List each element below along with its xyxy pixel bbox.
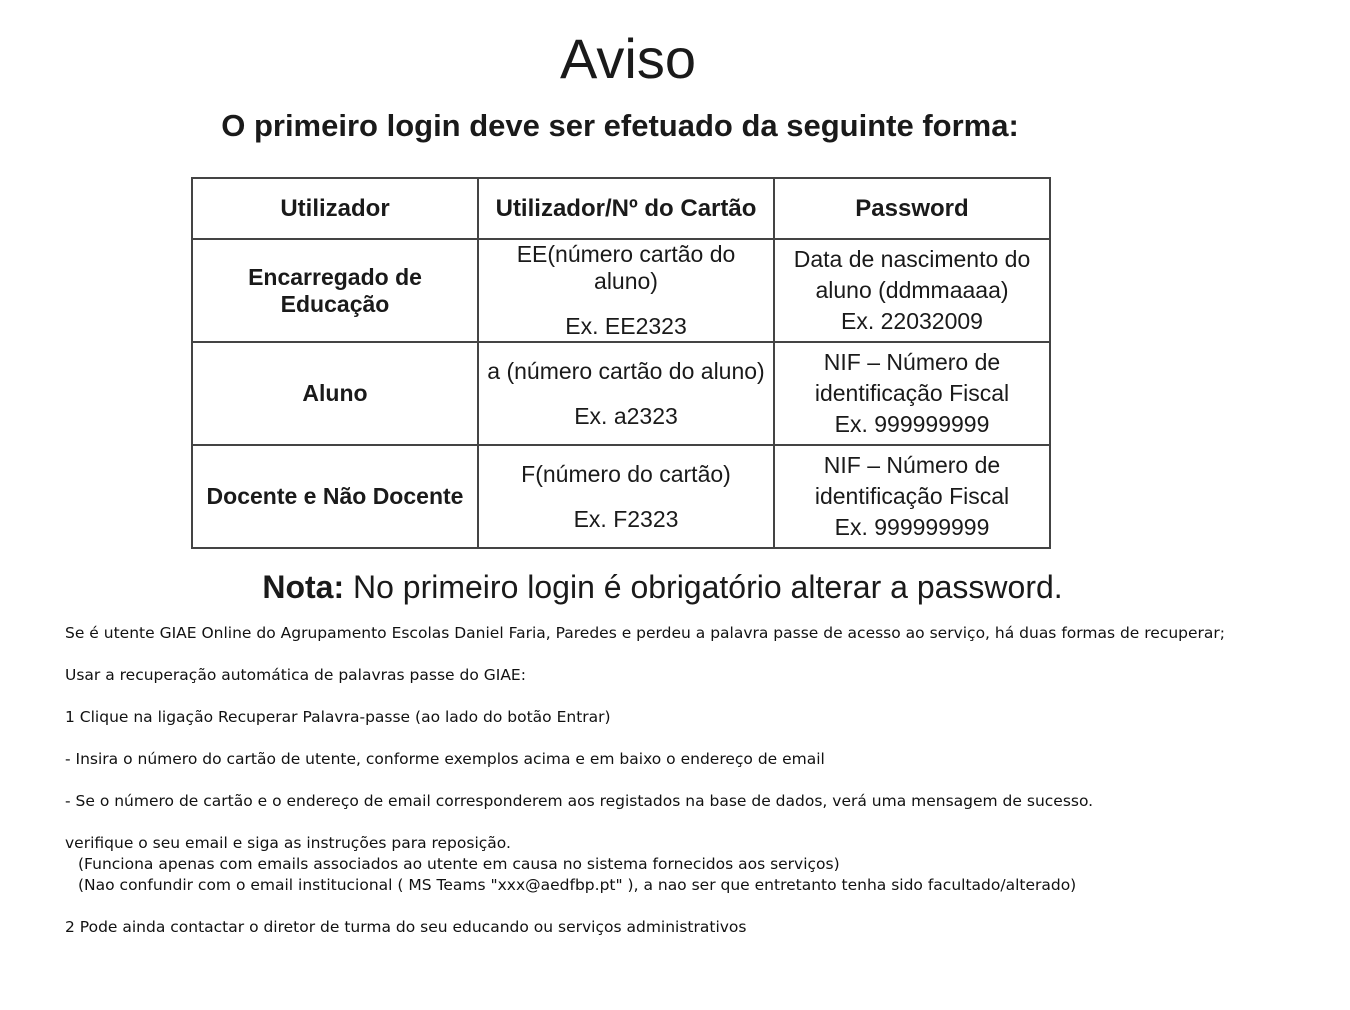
table-header-row <box>192 178 1050 239</box>
header-utilizador: Utilizador <box>192 178 478 239</box>
password-example: Ex. 999999999 <box>834 411 990 437</box>
note-label: Nota: <box>262 569 345 605</box>
note-institutional: (Nao confundir com o email institucional ( MS Teams "xxx@aedfbp.pt" ), a nao ser que entretanto tenha sido facultado/alterado) <box>78 876 1077 894</box>
table-row <box>192 239 1050 342</box>
user-example: Ex. EE2323 <box>565 313 687 339</box>
row-label: Encarregado de Educação <box>192 239 478 342</box>
step-1: 1 Clique na ligação Recuperar Palavra-passe (ao lado do botão Entrar) <box>65 708 611 726</box>
password-line: NIF – Número de <box>823 452 1001 478</box>
password-line: identificação Fiscal <box>814 380 1010 406</box>
row-label: Aluno <box>192 342 478 445</box>
password-example: Ex. 22032009 <box>841 308 983 334</box>
note-text: No primeiro login é obrigatório alterar a password. <box>344 569 1063 605</box>
password-line: NIF – Número de <box>823 349 1001 375</box>
user-format: F(número do cartão) <box>521 460 731 487</box>
user-cell <box>478 239 774 342</box>
user-example: Ex. a2323 <box>574 402 678 429</box>
note-line <box>0 569 1325 606</box>
instructions <box>65 623 1275 938</box>
password-line: aluno (ddmmaaaa) <box>815 277 1009 303</box>
user-format: EE(número cartão do aluno) <box>516 241 736 294</box>
step-success: - Se o número de cartão e o endereço de email corresponderem aos registados na base de dados, verá uma mensagem de sucesso. <box>65 792 1094 810</box>
password-line: identificação Fiscal <box>814 483 1010 509</box>
password-line: Data de nascimento do <box>793 246 1031 272</box>
step-2: 2 Pode ainda contactar o diretor de turma do seu educando ou serviços administrativos <box>65 918 747 936</box>
note-emails: (Funciona apenas com emails associados ao utente em causa no sistema fornecidos aos serviços) <box>78 855 840 873</box>
user-format: a (número cartão do aluno) <box>487 357 765 384</box>
row-label: Docente e Não Docente <box>192 445 478 548</box>
header-password: Password <box>774 178 1050 239</box>
page-title: Aviso <box>560 27 696 90</box>
table-row <box>192 445 1050 548</box>
password-example: Ex. 999999999 <box>834 514 990 540</box>
method-title: Usar a recuperação automática de palavras passe do GIAE: <box>65 666 526 684</box>
page-subtitle: O primeiro login deve ser efetuado da seguinte forma: <box>221 108 1019 143</box>
password-cell <box>774 239 1050 342</box>
intro-paragraph: Se é utente GIAE Online do Agrupamento Escolas Daniel Faria, Paredes e perdeu a palavra passe de acesso ao serviço, há duas formas de recuperar; <box>65 624 1226 642</box>
password-cell <box>774 445 1050 548</box>
credentials-table <box>191 177 1051 549</box>
user-example: Ex. F2323 <box>573 505 679 532</box>
user-cell <box>478 342 774 445</box>
table-row <box>192 342 1050 445</box>
header-cartao: Utilizador/Nº do Cartão <box>478 178 774 239</box>
verify-instructions: verifique o seu email e siga as instruções para reposição. <box>65 834 511 852</box>
step-insert: - Insira o número do cartão de utente, conforme exemplos acima e em baixo o endereço de email <box>65 750 825 768</box>
password-cell <box>774 342 1050 445</box>
user-cell <box>478 445 774 548</box>
